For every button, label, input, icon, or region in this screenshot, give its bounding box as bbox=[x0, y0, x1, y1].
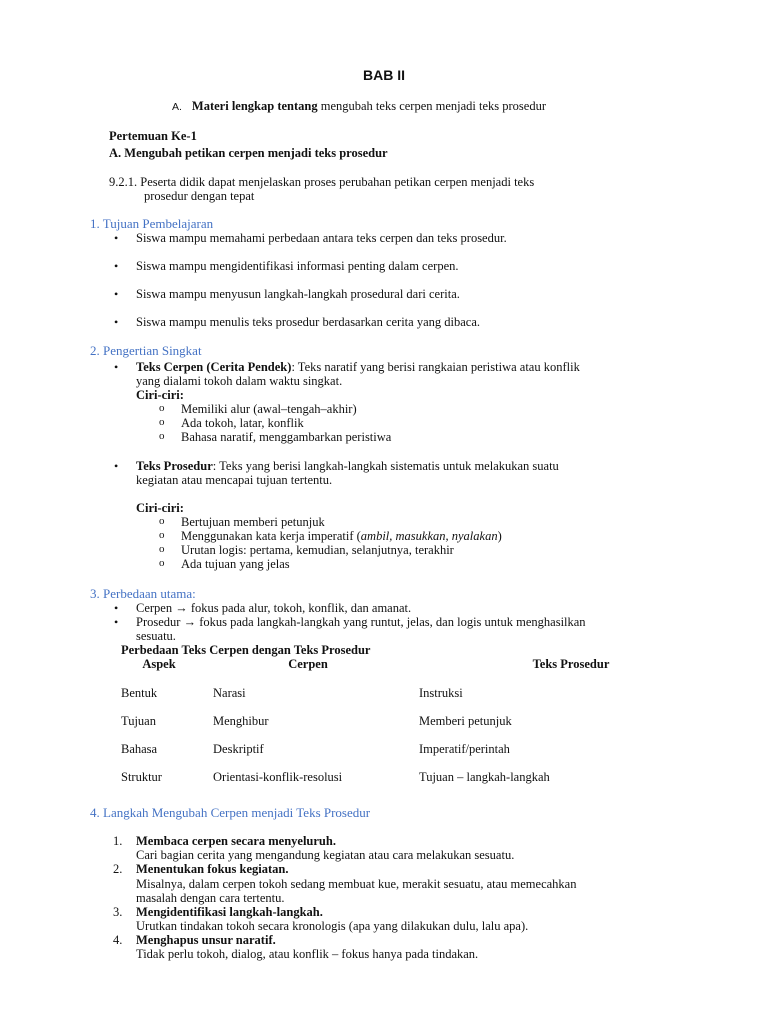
prosedur-def-text: : Teks yang berisi langkah-langkah sistematis untuk melakukan suatu bbox=[212, 459, 559, 473]
difference-item-cont: sesuatu. bbox=[136, 629, 176, 643]
step-description: masalah dengan cara tertentu. bbox=[136, 891, 285, 905]
ciri-text: Menggunakan kata kerja imperatif ( bbox=[181, 529, 361, 543]
indicator-line-1: 9.2.1. Peserta didik dapat menjelaskan proses perubahan petikan cerpen menjadi teks bbox=[109, 175, 535, 189]
step-description: Misalnya, dalam cerpen tokoh sedang membuat kue, merakit sesuatu, atau memecahkan bbox=[136, 877, 577, 891]
chapter-title: BAB II bbox=[363, 67, 405, 83]
difference-item: Cerpen → fokus pada alur, tokoh, konflik, dan amanat. bbox=[136, 601, 412, 615]
bullet-icon: • bbox=[114, 615, 119, 629]
cerpen-ciri-item: Ada tokoh, latar, konflik bbox=[181, 416, 304, 430]
subtitle-bold: Materi lengkap tentang bbox=[191, 99, 318, 113]
list-marker: A. bbox=[172, 101, 182, 113]
prosedur-ciri-item: Urutan logis: pertama, kemudian, selanjutnya, terakhir bbox=[181, 543, 454, 557]
table-cell: Instruksi bbox=[419, 686, 463, 700]
section-1-heading: 1. Tujuan Pembelajaran bbox=[90, 216, 214, 231]
table-row bbox=[113, 757, 671, 785]
step-number: 2. bbox=[113, 862, 123, 876]
table-header-cell: Aspek bbox=[142, 656, 176, 671]
bullet-icon: • bbox=[114, 231, 119, 245]
prosedur-ciri-item: Bertujuan memberi petunjuk bbox=[181, 515, 325, 529]
circle-bullet-icon: o bbox=[159, 515, 165, 527]
ciri-italic-examples: ambil, masukkan, nyalakan bbox=[360, 529, 498, 543]
cerpen-ciri-label: Ciri-ciri: bbox=[136, 388, 184, 402]
table-cell: Bentuk bbox=[121, 686, 158, 700]
circle-bullet-icon: o bbox=[159, 543, 165, 555]
table-cell: Tujuan bbox=[121, 714, 156, 728]
bullet-icon: • bbox=[114, 287, 119, 301]
table-row bbox=[113, 729, 671, 757]
cerpen-term: Teks Cerpen (Cerita Pendek) bbox=[136, 360, 292, 374]
difference-item: Prosedur → fokus pada langkah-langkah yang runtut, jelas, dan logis untuk menghasilkan bbox=[136, 615, 586, 629]
cerpen-definition-cont: yang dialami tokoh dalam waktu singkat. bbox=[136, 374, 343, 388]
objective-item: Siswa mampu memahami perbedaan antara teks cerpen dan teks prosedur. bbox=[136, 231, 507, 245]
step-number: 3. bbox=[113, 905, 123, 919]
cerpen-ciri-item: Memiliki alur (awal–tengah–akhir) bbox=[181, 402, 357, 416]
step-number: 1. bbox=[113, 834, 123, 848]
cerpen-ciri-item: Bahasa naratif, menggambarkan peristiwa bbox=[181, 430, 392, 444]
table-cell: Deskriptif bbox=[213, 742, 264, 756]
step-title: Menentukan fokus kegiatan. bbox=[136, 862, 289, 876]
prosedur-definition bbox=[136, 459, 559, 474]
indicator-line-2: prosedur dengan tepat bbox=[144, 189, 255, 203]
prosedur-ciri-item: Ada tujuan yang jelas bbox=[181, 557, 290, 571]
bullet-icon: • bbox=[114, 360, 119, 374]
step-description: Cari bagian cerita yang mengandung kegiatan atau cara melakukan sesuatu. bbox=[136, 848, 515, 862]
meeting-label: Pertemuan Ke-1 bbox=[109, 129, 197, 143]
bullet-icon: • bbox=[114, 601, 119, 615]
section-3-heading: 3. Perbedaan utama: bbox=[90, 586, 196, 601]
step-number: 4. bbox=[113, 933, 123, 947]
cerpen-def-text: : Teks naratif yang berisi rangkaian peristiwa atau konflik bbox=[291, 360, 580, 374]
bullet-icon: • bbox=[114, 459, 119, 473]
material-subtitle bbox=[172, 99, 546, 114]
objective-item: Siswa mampu mengidentifikasi informasi penting dalam cerpen. bbox=[136, 259, 459, 273]
bullet-icon: • bbox=[114, 315, 119, 329]
cerpen-definition bbox=[136, 360, 580, 375]
section-2-heading: 2. Pengertian Singkat bbox=[90, 343, 202, 358]
prosedur-definition-cont: kegiatan atau mencapai tujuan tertentu. bbox=[136, 473, 333, 487]
step-title: Membaca cerpen secara menyeluruh. bbox=[136, 834, 336, 848]
subtitle-rest: mengubah teks cerpen menjadi teks prosedur bbox=[317, 99, 547, 113]
table-cell: Imperatif/perintah bbox=[419, 742, 510, 756]
table-cell: Struktur bbox=[121, 770, 162, 784]
step-description: Urutkan tindakan tokoh secara kronologis (apa yang dilakukan dulu, lalu apa). bbox=[136, 919, 529, 933]
objective-item: Siswa mampu menyusun langkah-langkah prosedural dari cerita. bbox=[136, 287, 460, 301]
table-row bbox=[113, 673, 671, 701]
step-title: Menghapus unsur naratif. bbox=[136, 933, 276, 947]
section-4-heading: 4. Langkah Mengubah Cerpen menjadi Teks Prosedur bbox=[90, 805, 371, 820]
step-description: Tidak perlu tokoh, dialog, atau konflik – fokus hanya pada tindakan. bbox=[136, 947, 479, 961]
table-header-cell: Cerpen bbox=[288, 656, 328, 671]
ciri-text-end: ) bbox=[497, 529, 502, 543]
section-a-title: A. Mengubah petikan cerpen menjadi teks prosedur bbox=[109, 146, 388, 160]
table-row bbox=[113, 701, 671, 729]
prosedur-ciri-label: Ciri-ciri: bbox=[136, 501, 184, 515]
table-title: Perbedaan Teks Cerpen dengan Teks Prosedur bbox=[121, 643, 371, 657]
table-cell: Menghibur bbox=[213, 714, 269, 728]
prosedur-ciri-item bbox=[181, 529, 502, 544]
step-title: Mengidentifikasi langkah-langkah. bbox=[136, 905, 323, 919]
table-cell: Bahasa bbox=[121, 742, 158, 756]
circle-bullet-icon: o bbox=[159, 557, 165, 569]
circle-bullet-icon: o bbox=[159, 416, 165, 428]
objective-item: Siswa mampu menulis teks prosedur berdasarkan cerita yang dibaca. bbox=[136, 315, 480, 329]
table-header-cell: Teks Prosedur bbox=[532, 656, 610, 671]
table-cell: Orientasi-konflik-resolusi bbox=[213, 770, 343, 784]
table-cell: Tujuan – langkah-langkah bbox=[419, 770, 550, 784]
table-cell: Memberi petunjuk bbox=[419, 714, 512, 728]
comparison-table bbox=[113, 655, 671, 785]
bullet-icon: • bbox=[114, 259, 119, 273]
circle-bullet-icon: o bbox=[159, 430, 165, 442]
circle-bullet-icon: o bbox=[159, 529, 165, 541]
table-header-row bbox=[113, 655, 671, 673]
prosedur-term: Teks Prosedur bbox=[136, 459, 213, 473]
table-cell: Narasi bbox=[213, 686, 246, 700]
circle-bullet-icon: o bbox=[159, 402, 165, 414]
